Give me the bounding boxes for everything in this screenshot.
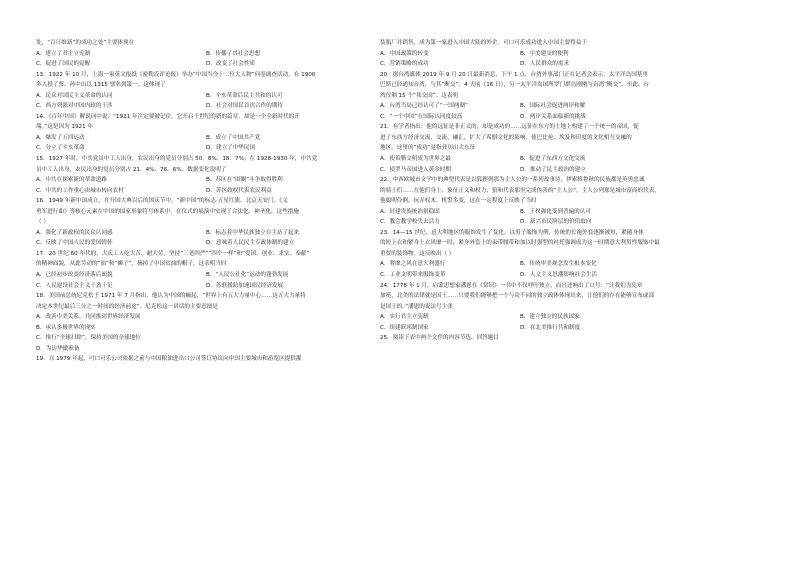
option-b: B．王权强化受到普遍的认可 <box>520 208 591 215</box>
option-a: A．中共在探索新的革命道路 <box>36 177 107 184</box>
q16-options-row1 <box>36 228 371 239</box>
option-a: A．建立了君主立宪制 <box>36 50 91 57</box>
q15-options-row2 <box>36 186 371 197</box>
q20-options-row2 <box>380 112 715 123</box>
option-c: C．“一个中国”在国际认同度较高 <box>380 113 463 120</box>
option-b: B．传统审美观念发生根本变化 <box>520 261 597 268</box>
q19-options-row1 <box>380 49 715 60</box>
q24-line: 加冕，北美的法律就是国王……只要我们能够把一个与众不同的独立政体体现出来，让他们的存在能够宣布或部 <box>380 293 655 300</box>
q24-line: 是国王的。”潘恩的说法号主张 <box>380 303 453 310</box>
q13-options-row1 <box>36 91 371 102</box>
q18-line: 决定本世纪最后三分之一时间的经济前途”。尼克松这一讲话的主要意图是 <box>36 303 218 310</box>
option-d: D．建立了中华民国 <box>206 145 256 152</box>
q18-option-b: B．承认多极世界的现实 <box>36 324 96 331</box>
q21-line: 地区。这里的“成功”是指亚历山大东征 <box>380 145 476 152</box>
option-c: C．使罗马帝国进入黄金时期 <box>380 166 452 173</box>
option-d: D．推动了民主政治的建立 <box>520 166 586 173</box>
q18-option-a: A．改善中美关系，共同推动世界经济发展 <box>36 314 141 321</box>
option-c: C．教会教学校失去活力 <box>380 219 440 226</box>
q23-options-row2 <box>380 270 715 281</box>
option-c: C．反映了中国人民的爱国情怀 <box>36 240 113 247</box>
q16-line: 勇军进行曲》等核心元素在中国的国家形象符号体系中，在仪式的展演中实现了合法化、神圣化，这些措施 <box>36 208 299 215</box>
q12-tail: 处，“百日维新”的成功之处”主要体现在 <box>36 40 135 46</box>
q15-line: 员中工人出身，农民出身的党员分别占 21．4%、76．6%。数据变化说明了 <box>36 166 227 173</box>
q19-tail: 装瓶厂并销售，成为第一家进入中国大陆的外企。可口可乐成功进入中国主要得益于 <box>380 40 587 46</box>
q24-options-row2 <box>380 323 715 334</box>
q23-options-row1 <box>380 259 715 270</box>
q22-options-row2 <box>380 217 715 228</box>
q16-line: （ ） <box>36 219 49 226</box>
option-b: B．传播了其社会思想 <box>206 50 261 57</box>
option-a: A．奢靡之风在意大利盛行 <box>380 261 446 268</box>
option-b: B．“人民公社化”运动的蓬勃发展 <box>206 272 289 279</box>
option-c: C．中共的工作重心由城市转向农村 <box>36 187 124 194</box>
q15-line: 15．1927 年时，中共党员中工人出身，农民出身的党员分别占 50．8%、18．7%；在 1928-1930 年，中共党 <box>36 156 318 163</box>
q17-line: 17．20 世纪 60 年代的，大庆工人吃大苦，耐大劳，坚持“三老四严”“四个一样”和“爱国、创业、求实、奉献” <box>36 250 310 257</box>
option-b: B．建立独立的民族国家 <box>520 314 580 321</box>
q13-options-row2 <box>36 101 371 112</box>
option-b: B．国际社会促进两岸和解 <box>520 103 586 110</box>
q21-options-row1 <box>380 154 715 165</box>
q20-options-row1 <box>380 101 715 112</box>
q19-options-row2 <box>380 59 715 70</box>
q14-options-row2 <box>36 143 371 154</box>
q13-line: 13．1922 年 10 月，上海一家英文报纸《密勒氏评论报》举办“中国当今十二位大人物”问卷调查活动，有 1900 <box>36 71 316 78</box>
q24-line: 24．1778 年 1 月，启蒙思想家潘恩在《常识》一书中不仅呼吁独立，而且还响出了口号：“让我们为宪章 <box>380 282 643 289</box>
q18-option-d: D．为访华做准备 <box>36 345 80 352</box>
option-d: D．意味着人民民主专政体制的建立 <box>206 240 295 247</box>
right-column <box>380 38 715 344</box>
q23-line: 的短上衣和紧身上衣风靡一时，紧身外套上的束带腰带和加以时强型的衬托强调成为这一时期意大利男性服饰中最 <box>380 240 660 247</box>
q20-line: 20．据台湾媒体 2019 年 9 月 20 日最新消息，下午 1 点，台湾外事部门正在记者会表示，太平洋岛国基里 <box>380 71 648 78</box>
q12-options-row1 <box>36 49 371 60</box>
option-b: B．促进了东西方文化交流 <box>520 156 586 163</box>
option-d: D．人民群众的需求 <box>520 61 570 68</box>
q17-options-row1 <box>36 270 371 281</box>
q21-options-row2 <box>380 165 715 176</box>
option-a: A．使希腊文明成为世界之最 <box>380 156 451 163</box>
option-c: C．工业文明带来服饰变革 <box>380 272 446 279</box>
option-c: C．组建联邦制国家 <box>380 324 429 331</box>
option-d: D．社会对国民首次合作的期待 <box>206 103 284 110</box>
q18-option-c: C．推行“全球扫除”，保持美国的全球地位 <box>36 335 141 342</box>
left-column <box>36 38 371 365</box>
q18-line: 18．美国前总统尼克松于 1971 年 7 月指出，他认为中国的崛起，“世界上有五大力量中心……这五大力量将 <box>36 293 306 300</box>
option-b: B．标志着中华民族独立自主站了起来 <box>206 229 300 236</box>
q21-line: 21．有学者指出：他的远征是非正义的，却是成功的……远征在东方的土地上构建了一个统一的帝国，促 <box>380 124 639 131</box>
q17-options-row2 <box>36 281 371 292</box>
option-c: C．分立了辛亥革命 <box>36 145 85 152</box>
option-d: D．在北美推行共和制度 <box>520 324 581 331</box>
q13-line: 多人投了票，孙中山以 1315 票名列第一。这体现了 <box>36 82 166 89</box>
q14-line: 14．《百年中国》解说词中说：“1921 年注定要被记住，它开启于世纪的新的篇章，却是一个全新时代的开 <box>36 113 300 120</box>
option-b: B．成立了中国共产党 <box>206 134 261 141</box>
option-a: A．爆发了五四运动 <box>36 134 85 141</box>
q20-line: 巴斯已经通知台湾，与其“断交”。4 天前（16 日），另一太平洋岛国所罗门群岛刚刚与台湾“断交”。至此，台 <box>380 82 650 89</box>
option-c: C．营销策略的成功 <box>380 61 429 68</box>
option-d: D．改变了社会性质 <box>206 61 256 68</box>
option-c: C．人民建设社会主义干劲十足 <box>36 282 113 289</box>
q23-line: 23．14—15 世纪，意大利地区的服饰发生了变化。以男子服饰为例，传统的长袍外套逐渐被短，紧随身体 <box>380 229 644 236</box>
q12-options-row2 <box>36 59 371 70</box>
option-c: C．西方列强对中国内政的干涉 <box>36 103 113 110</box>
option-b: B．中美建交的便利 <box>520 50 569 57</box>
q23-line: 重要的装饰物。这反映出（ ） <box>380 250 455 257</box>
q16-line: 16．1949 年新中国成立，在开国大典以后的国庆节中，“新中国”的标志·五星红旗、北京天安门、《义 <box>36 198 288 205</box>
q21-line: 进了东西方经济交流、交流、融汇，扩大了希腊文化的影响，使巴比伦、埃及和印度的文化相互交融的 <box>380 134 632 141</box>
option-a: A．已经初步改变经济落后面貌 <box>36 272 113 279</box>
option-b: B．苏区在“围剿”斗争取得胜利 <box>206 177 283 184</box>
q19-line: 19．自 1979 年起，可口可乐公司依据之前与中国粮油进出口公司签订协议向中国主要城市和游览区提供灌 <box>36 356 302 363</box>
option-a: A．中国政策的转变 <box>380 50 429 57</box>
q15-options-row1 <box>36 175 371 186</box>
option-d: D．两岸关系面临新的挑战 <box>520 113 586 120</box>
q24-options-row1 <box>380 312 715 323</box>
option-a: A．实行君主立宪制 <box>380 314 429 321</box>
option-d: D．新兴市民阶层的价值取向 <box>520 219 592 226</box>
option-b: B．辛亥革命后民主共和的认可 <box>206 92 283 99</box>
q16-options-row2 <box>36 238 371 249</box>
option-a: A．强化了新政权的民众认同感 <box>36 229 113 236</box>
q14-line: 端。”这是因为 1921 年 <box>36 124 94 131</box>
q22-line: 的骑士们……在他们身上，象征正义和权力；狼和代表那里完成伪善的“主人公”。主人公列那是城市富商的代表， <box>380 187 660 194</box>
option-d: D．苏区政权代表农民利益 <box>206 187 272 194</box>
option-c: C．促进了国民的觉醒 <box>36 61 91 68</box>
q25-line: 25．阅读下表中两个文件的内容节选，回答题目 <box>380 335 499 342</box>
q14-options-row1 <box>36 133 371 144</box>
option-d: D．人文主义思潮影响社会生活 <box>520 272 598 279</box>
q22-line: 他聪明伶俐，玩弄权术，机警多变，这在一定程度上反映了当时 <box>380 198 537 205</box>
q22-options-row1 <box>380 207 715 218</box>
option-a: A．台湾当局已经认可了“一国两制” <box>380 103 468 110</box>
q22-line: 22．中西欧城市文学中的典型代表是以狐狸列那为主人公的一系列故事诗，伊索格鲁秋的民族都是英勇忠诚 <box>380 177 645 184</box>
option-a: A．封建贵族统治很稳固 <box>380 208 440 215</box>
q20-line: 湾仅剩 15 个“邦交国”。这表明 <box>380 92 459 99</box>
q17-line: 的精神面貌，从此劳动的“油”和“狮子”，摘掉了中国贫油的帽子，这表明当时 <box>36 261 227 268</box>
option-a: A．民众对国民主义革命的认同 <box>36 92 113 99</box>
option-d: D．苏联援助加速国民经济发展 <box>206 282 284 289</box>
